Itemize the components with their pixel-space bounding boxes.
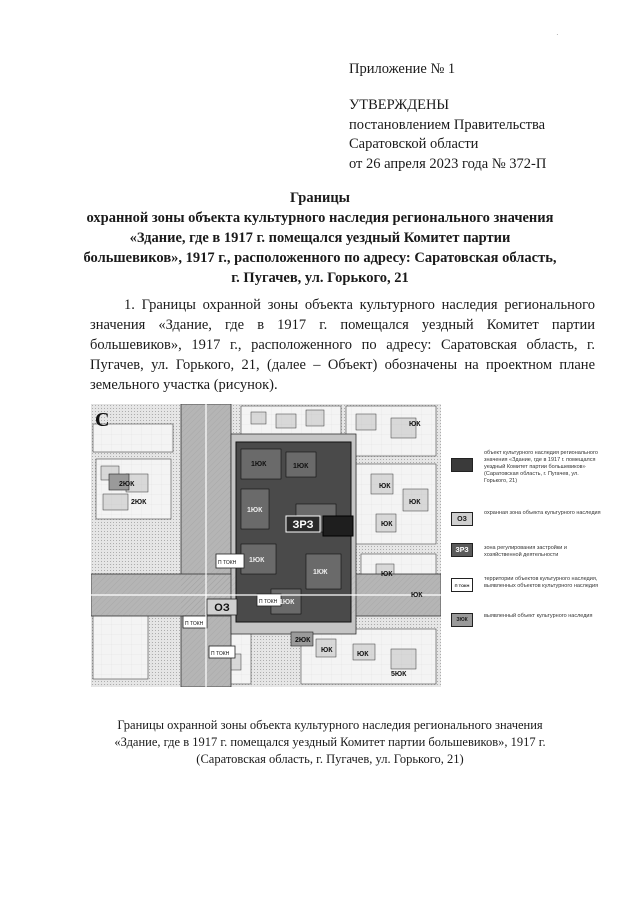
parcel-label: 5ЮК: [391, 671, 407, 678]
parcel-label: ЮК: [411, 592, 423, 599]
approved-by-line: от 26 апреля 2023 года № 372-П: [349, 155, 547, 172]
legend-text: охранная зона объекта культурного наследия: [484, 510, 601, 516]
legend-text: зона регулирования застройки и хозяйственной деятельности: [484, 545, 567, 558]
legend-swatch-identified: ЗЮК: [451, 613, 473, 627]
parcel-label: П ТОКН: [211, 651, 230, 657]
parcel-label: 1КЖ: [313, 569, 328, 576]
parcel-label: ЮК: [357, 651, 369, 658]
caption-line: (Саратовская область, г. Пугачев, ул. Горького, 21): [196, 752, 464, 766]
heritage-object: [323, 516, 353, 536]
legend-swatch-oz: ОЗ: [451, 512, 473, 526]
caption-line: «Здание, где в 1917 г. помещался уездный Комитет партии большевиков», 1917 г.: [114, 735, 546, 749]
parcel-label: ЮК: [409, 499, 421, 506]
zrz-label-box: [286, 516, 320, 532]
parcel-label: ЮК: [381, 571, 393, 578]
corner-mark: ·: [556, 30, 559, 39]
approval-block: [349, 96, 546, 174]
north-letter: С: [95, 409, 110, 431]
parcel-label: ЮК: [409, 421, 421, 428]
parcel-label: ЮК: [321, 647, 333, 654]
parcel-label: 1ЮК: [247, 507, 263, 514]
parcel-label: 1ЮК: [249, 557, 265, 564]
legend-text: территории объектов культурного наследия, выявленных объектов культурного наследия: [484, 576, 599, 589]
parcel-label: 2ЮК: [295, 637, 311, 644]
parcel-label: 1ЮК: [251, 461, 267, 468]
figure-caption: [100, 717, 560, 768]
parcel-label: 1ЮК: [293, 463, 309, 470]
parcel-label: ЮК: [379, 483, 391, 490]
title-line: Границы: [289, 190, 350, 206]
title-line: охранной зоны объекта культурного наследия регионального значения: [86, 210, 554, 226]
body-paragraph: 1. Границы охранной зоны объекта культурного наследия регионального значения «Здание, где в 1917 г. помещался уездный Комитет партии большевиков», 1917 г., расположенного по адресу: Саратовская область, г. Пугачев, ул. Горького, 21, (далее – Объект) обозначены на проектном плане земельного участка (рисунок).: [90, 297, 595, 393]
cadastral-map: [91, 404, 441, 687]
oz-label-box: [207, 599, 237, 615]
approved-by-line: постановлением Правительства: [349, 116, 546, 133]
legend-text: объект культурного наследия регионального значения «Здание, где в 1917 г. помещался уездный Комитет партии большевиков» (Саратовская область, г. Пугачев, ул. Горького, 21): [484, 450, 598, 484]
parcel-label: П ТОКН: [218, 560, 237, 566]
legend-swatch-territory: П ТОКН: [451, 578, 473, 592]
zrz-label: ЗРЗ: [292, 519, 314, 531]
legend-swatch-heritage: [451, 458, 473, 472]
title-line: большевиков», 1917 г., расположенного по адресу: Саратовская область,: [83, 250, 557, 266]
caption-line: Границы охранной зоны объекта культурного наследия регионального значения: [117, 718, 543, 732]
appendix-label: Приложение № 1: [349, 61, 456, 77]
approved-heading: УТВЕРЖДЕНЫ: [349, 97, 450, 113]
title-line: «Здание, где в 1917 г. помещался уездный Комитет партии: [129, 230, 511, 246]
parcel-label: П ТОКН: [185, 621, 204, 627]
title-line: г. Пугачев, ул. Горького, 21: [231, 270, 409, 286]
parcel-label: ЮК: [381, 521, 393, 528]
oz-label: ОЗ: [214, 602, 230, 614]
legend-text: выявленный объект культурного наследия: [484, 613, 593, 619]
parcel-label: П ТОКН: [259, 599, 278, 605]
parcel-label: 1ЮК: [279, 599, 295, 606]
document-title: [60, 188, 580, 288]
parcel-label: 2ЮК: [131, 499, 147, 506]
legend-swatch-zrz: ЗРЗ: [451, 543, 473, 557]
approved-by-line: Саратовской области: [349, 136, 479, 152]
parcel-label: 2ЮК: [119, 481, 135, 488]
